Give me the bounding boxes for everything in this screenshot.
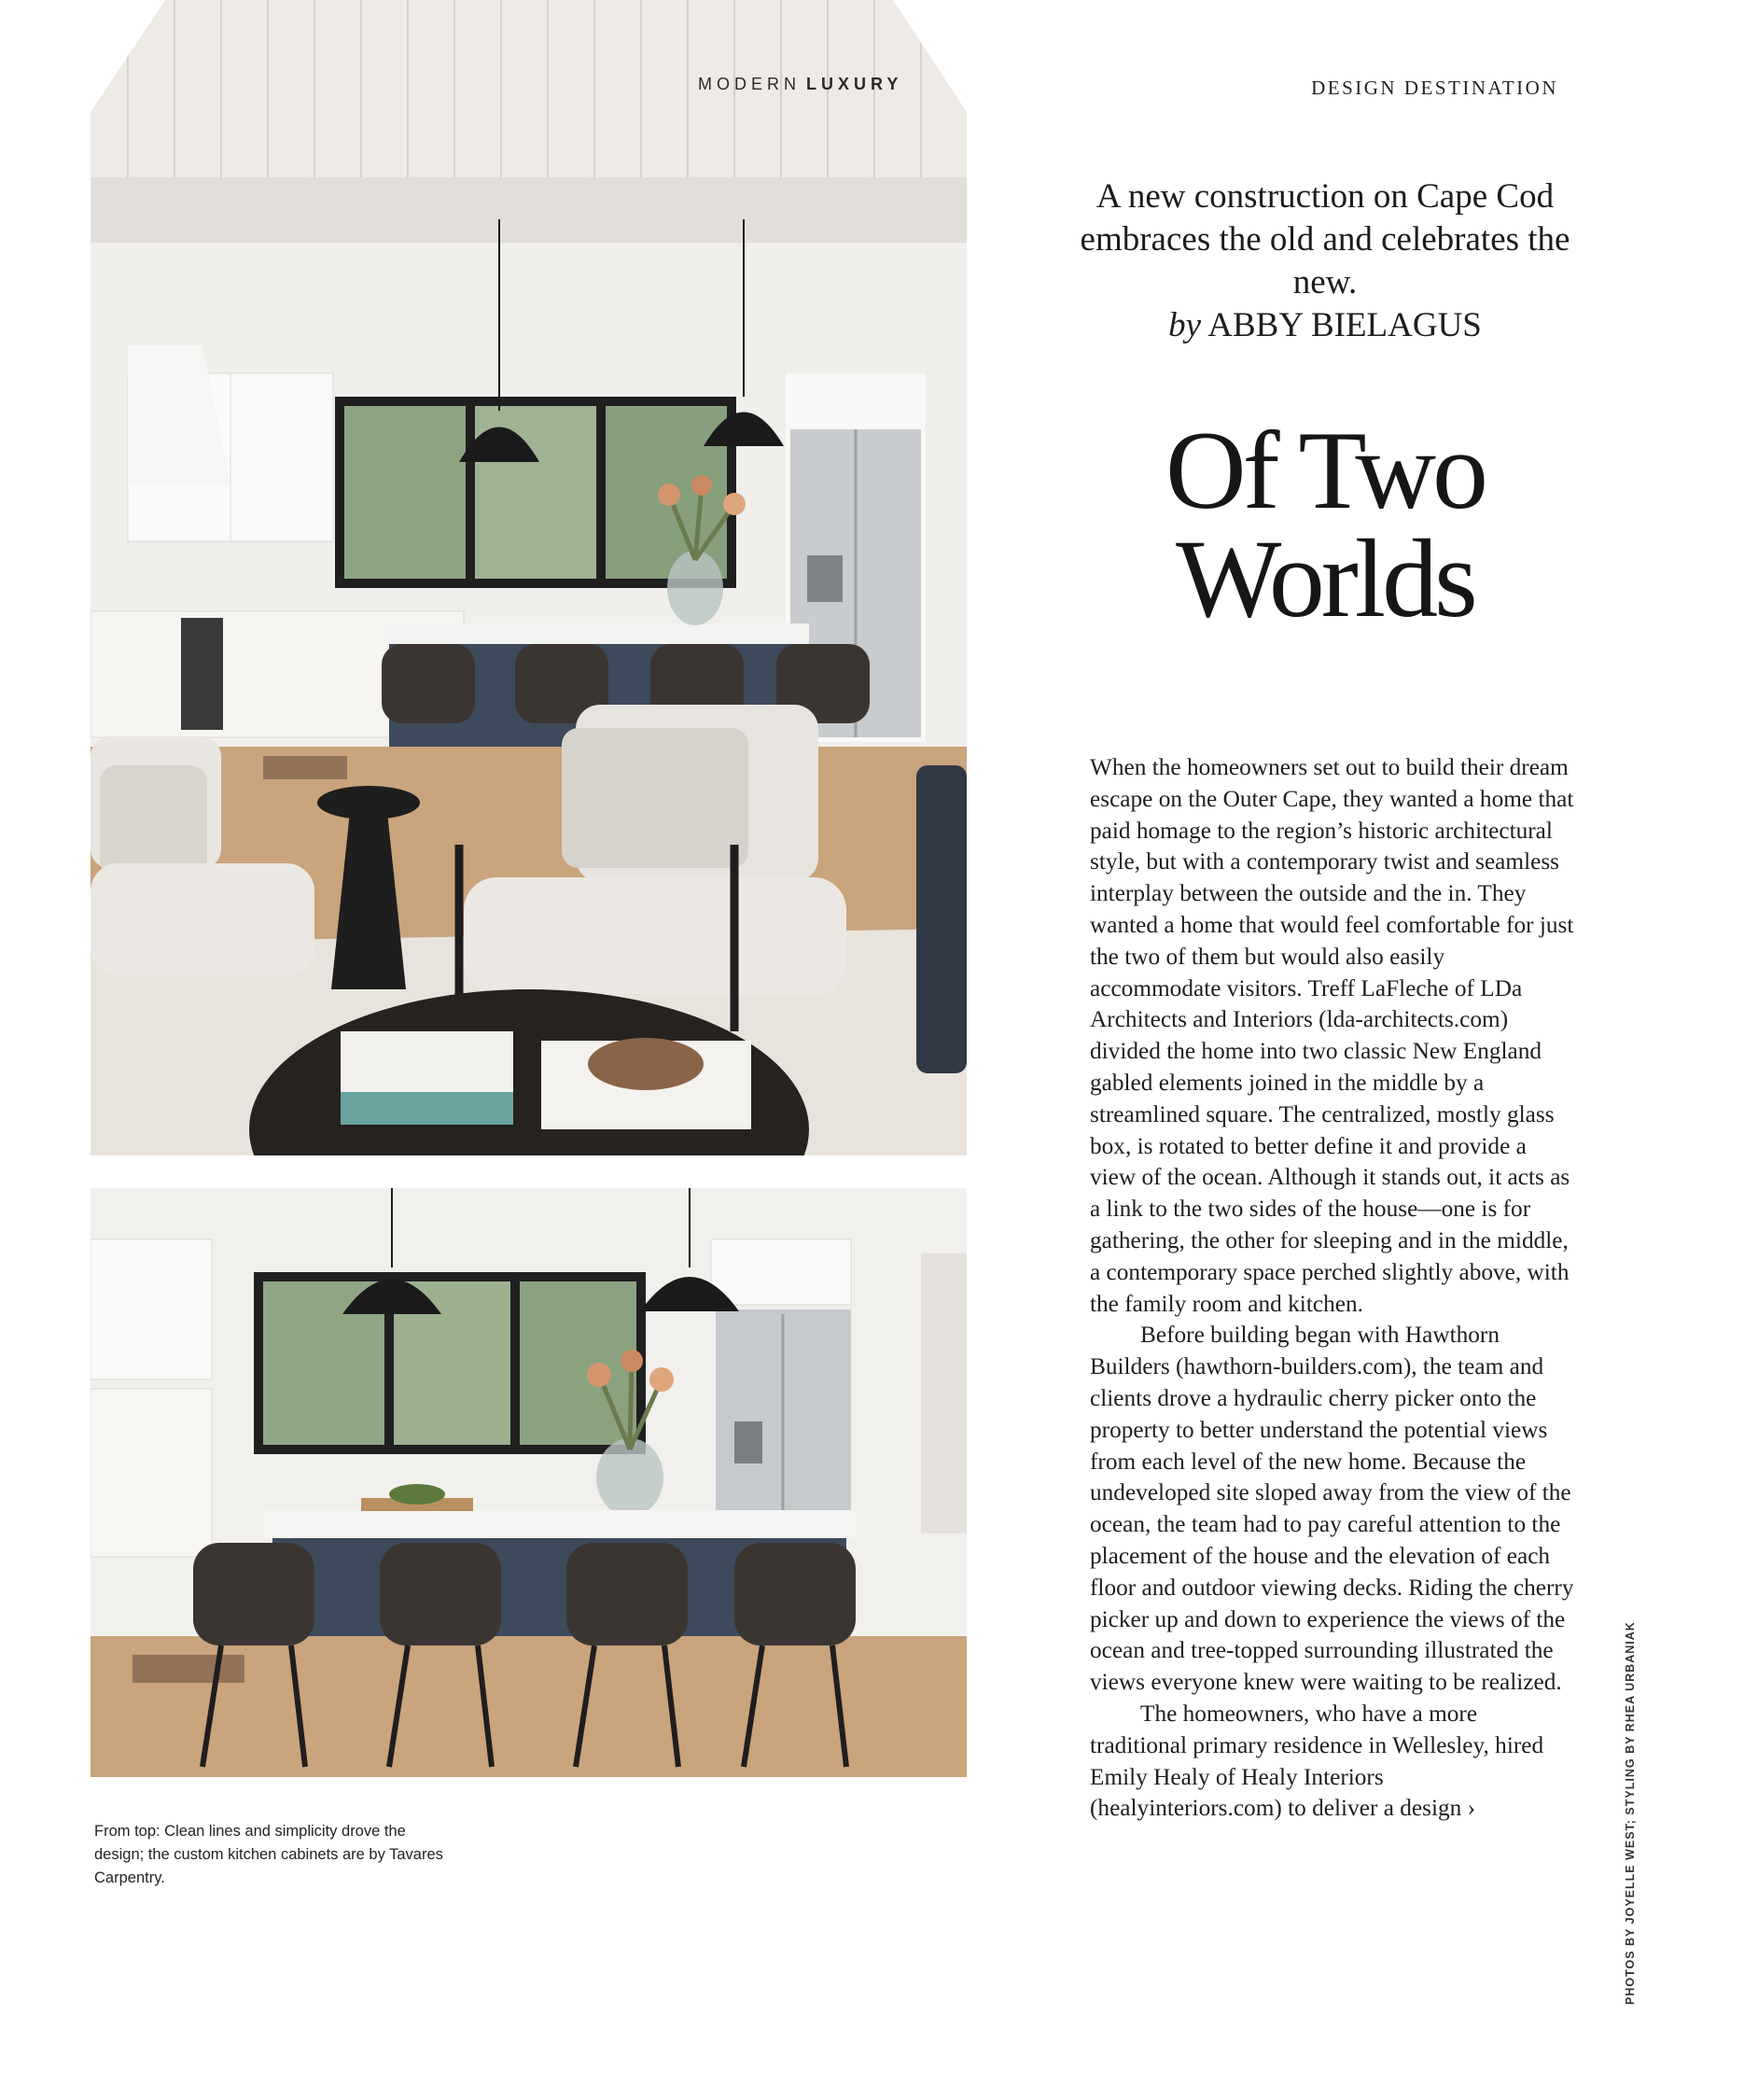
- kitchen-island-photo: [91, 1188, 967, 1777]
- byline: [1073, 304, 1577, 347]
- photo-credit: PHOTOS BY JOYELLE WEST; STYLING BY RHEA URBANIAK: [1624, 1621, 1637, 2005]
- article-dek: A new construction on Cape Cod embraces the old and celebrates the new.: [1080, 177, 1570, 301]
- kitchen-living-photo: [91, 0, 967, 1155]
- headline-line-2: Worlds: [1176, 516, 1474, 640]
- byline-name: ABBY BIELAGUS: [1207, 306, 1482, 344]
- photo-caption: From top: Clean lines and simplicity drove the design; the custom kitchen cabinets are by Tavares Carpentry.: [94, 1823, 443, 1886]
- brand-bold: LUXURY: [806, 75, 903, 93]
- article-headline: [1036, 408, 1614, 640]
- headline-line-1: Of Two: [1165, 408, 1486, 532]
- byline-prefix: by: [1168, 306, 1202, 344]
- body-paragraph-2: Before building began with Hawthorn Builders (hawthorn-builders.com), the team and clients drove a hydraulic cherry picker onto the property to better understand the potential views from each level of the new home. Because the undeveloped site sloped away from the view of the ocean, the team had to pay careful attention to the placement of the house and the elevation of each floor and outdoor viewing decks. Riding the cherry picker up and down to experience the views of the ocean and tree-topped surrounding illustrated the views everyone knew were waiting to be realized.: [1090, 1322, 1574, 1696]
- body-paragraph-3: The homeowners, who have a more traditional primary residence in Wellesley, hired Emily Healy of Healy Interiors (healyinteriors.com) to deliver a design ›: [1090, 1700, 1544, 1822]
- body-paragraph-1: When the homeowners set out to build their dream escape on the Outer Cape, they wanted a home that paid homage to the region’s historic architectural style, but with a contemporary twist and seamless interplay between the outside and the in. They wanted a home that would feel comfortable for just the two of them but would also easily accommodate visitors. Treff LaFleche of LDa Architects and Interiors (lda-architects.com) divided the home into two classic New England gabled elements joined in the middle by a streamlined square. The centralized, mostly glass box, is rotated to better define it and provide a view of the ocean. Although it stands out, it acts as a link to the two sides of the house—one is for gathering, the other for sleeping and in the middle, a contemporary space perched slightly above, with the family room and kitchen.: [1090, 754, 1574, 1317]
- article-body: [1090, 752, 1575, 1825]
- section-label: DESIGN DESTINATION: [1311, 77, 1558, 99]
- brand-light: MODERN: [698, 75, 801, 93]
- masthead-brand: [698, 75, 902, 94]
